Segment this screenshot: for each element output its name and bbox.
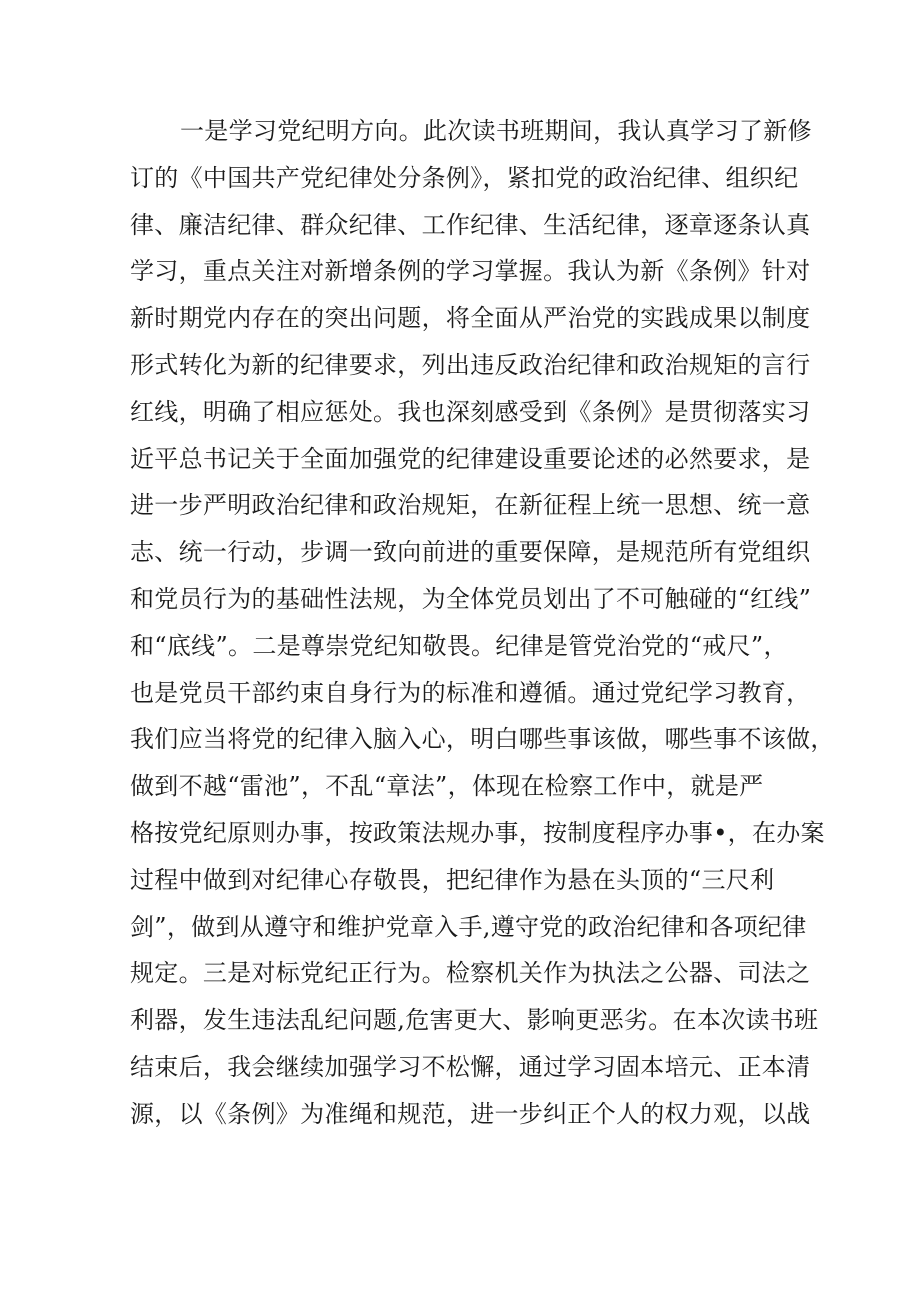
text-line: 近平总书记关于全面加强党的纪律建设重要论述的必然要求，是 [130,444,811,473]
text-line: 红线，明确了相应惩处。我也深刻感受到《条例》是贯彻落实习 [130,397,811,426]
body-paragraph [130,108,835,1138]
text-line: 新时期党内存在的突出问题，将全面从严治党的实践成果以制度 [130,304,811,333]
text-line: 我们应当将党的纪律入脑入心，明白哪些事该做，哪些事不该做， [130,725,835,754]
text-line: 过程中做到对纪律心存敬畏，把纪律作为悬在头顶的“三尺利 [130,865,775,894]
text-line: 格按党纪原则办事，按政策法规办事，按制度程序办事•，在办案 [130,818,825,847]
text-line: 学习，重点关注对新增条例的学习掌握。我认为新《条例》针对 [130,257,811,286]
text-line: 剑”，做到从遵守和维护党章入手,遵守党的政治纪律和各项纪律 [130,912,807,941]
text-line: 进一步严明政治纪律和政治规矩，在新征程上统一思想、统一意 [130,491,811,520]
text-line: 和党员行为的基础性法规，为全体党员划出了不可触碰的“红线” [130,584,812,613]
text-line: 源，以《条例》为准绳和规范，进一步纠正个人的权力观，以战 [130,1099,811,1128]
text-line: 订的《中国共产党纪律处分条例》，紧扣党的政治纪律、组织纪 [130,163,799,192]
text-line: 也是党员干部约束自身行为的标准和遵循。通过党纪学习教育， [130,678,811,707]
text-line: 做到不越“雷池”，不乱“章法”，体现在检察工作中，就是严 [130,772,764,801]
text-line: 律、廉洁纪律、群众纪律、工作纪律、生活纪律，逐章逐条认真 [130,210,811,239]
text-line: 和“底线”。二是尊崇党纪知敬畏。纪律是管党治党的“戒尺”， [130,631,788,660]
text-line: 利器，发生违法乱纪问题,危害更大、影响更恶劣。在本次读书班 [130,1006,819,1035]
text-line: 一是学习党纪明方向。此次读书班期间，我认真学习了新修 [180,117,812,145]
text-line: 志、统一行动，步调一致向前进的重要保障，是规范所有党组织 [130,538,811,567]
text-line: 形式转化为新的纪律要求，列出违反政治纪律和政治规矩的言行 [130,350,811,379]
text-line: 结束后，我会继续加强学习不松懈，通过学习固本培元、正本清 [130,1052,811,1081]
text-line: 规定。三是对标党纪正行为。检察机关作为执法之公器、司法之 [130,959,811,988]
